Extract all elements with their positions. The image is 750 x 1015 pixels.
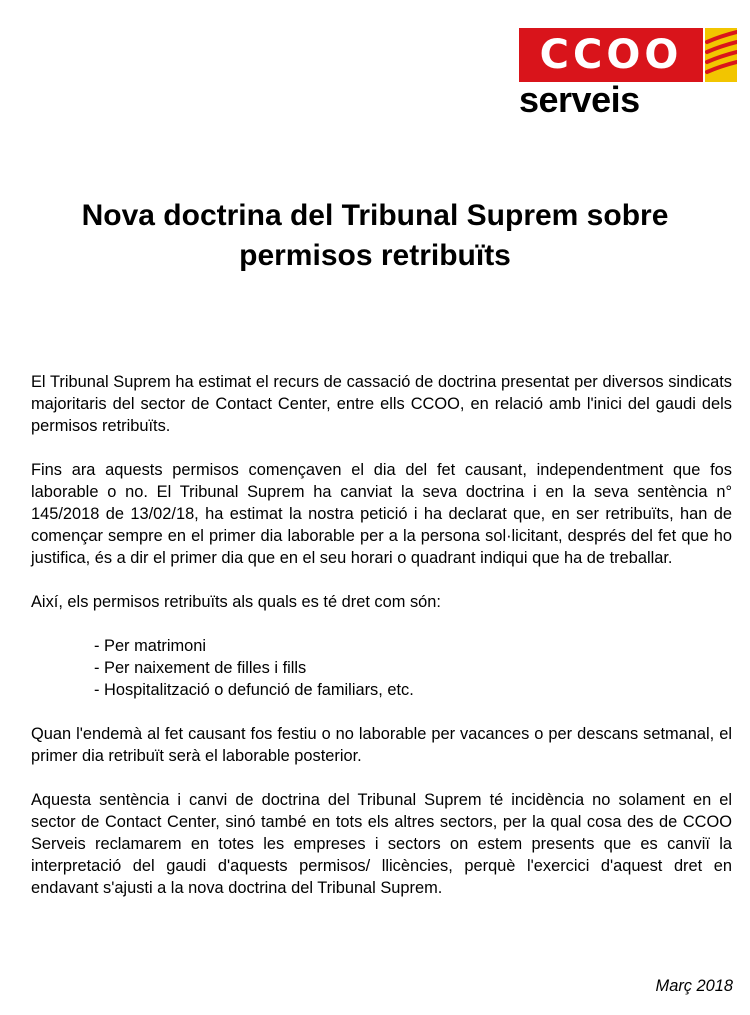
list-item: - Per matrimoni: [94, 637, 207, 655]
ccoo-logo-box: [519, 28, 703, 82]
title-line-1: Nova doctrina del Tribunal Suprem sobre: [81, 199, 669, 232]
paragraph-doctrine: Fins ara aquests permisos començaven el dia del fet causant, independentment que fos laborable o no. El Tribunal Suprem ha canviat la seva doctrina i en la seva sentència n° 145/2018 de 13/02/18, ha estimat la nostra petició i ha declarat que, en ser retribuïts, han de començar sempre en el primer dia laborable per a la persona sol·licitant, després del fet que ho justifica, és a dir el primer dia que en el seu horari o quadrant indiqui que ha de treballar.: [31, 461, 732, 567]
list-item: - Hospitalització o defunció de familiars, etc.: [94, 681, 414, 699]
paragraph-permissions-lead: Així, els permisos retribuïts als quals es té dret com són:: [31, 593, 441, 611]
ccoo-logo-text: CCOO: [539, 32, 683, 78]
document-title: [20, 196, 730, 276]
title-line-2: permisos retribuïts: [239, 239, 511, 272]
permissions-list: [31, 635, 732, 701]
document-date: Març 2018: [655, 977, 733, 995]
catalan-flag-icon: [705, 28, 737, 82]
document-body: [31, 371, 732, 921]
logo-subtitle: serveis: [519, 79, 640, 120]
ccoo-serveis-logo: [519, 28, 737, 120]
paragraph-holiday: Quan l'endemà al fet causant fos festiu o no laborable per vacances o per descans setmanal, el primer dia retribuït serà el laborable posterior.: [31, 725, 732, 765]
paragraph-conclusion: Aquesta sentència i canvi de doctrina del Tribunal Suprem té incidència no solament en el sector de Contact Center, sinó també en tots els altres sectors, per la qual cosa des de CCOO Serveis reclamarem en totes les empreses i sectors on estem presents que es canviï la interpretació del gaudi d'aquests permisos/ llicències, perquè l'exercici d'aquest dret en endavant s'ajusti a la nova doctrina del Tribunal Suprem.: [31, 791, 732, 897]
paragraph-intro: El Tribunal Suprem ha estimat el recurs de cassació de doctrina presentat per diversos sindicats majoritaris del sector de Contact Center, entre ells CCOO, en relació amb l'inici del gaudi dels permisos retribuïts.: [31, 373, 732, 435]
list-item: - Per naixement de filles i fills: [94, 659, 307, 677]
